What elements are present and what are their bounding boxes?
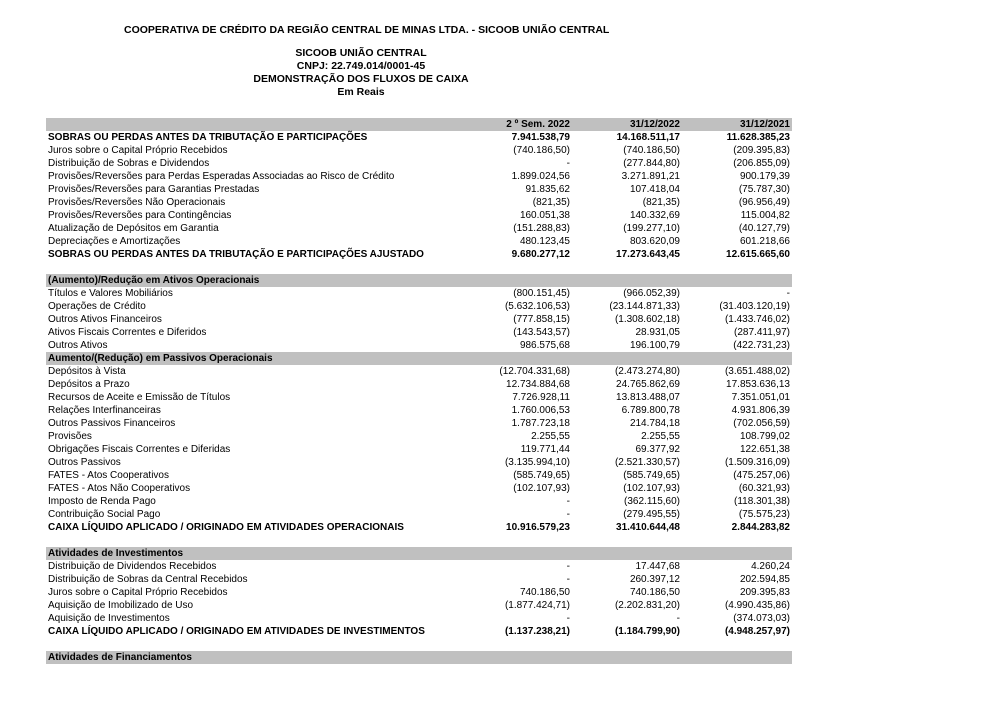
row-value: -	[566, 496, 570, 507]
spacer-row	[46, 261, 792, 274]
table-row	[46, 404, 792, 417]
row-value: (4.990.435,86)	[724, 600, 790, 611]
row-label: Provisões/Reversões para Perdas Esperadas Associadas ao Risco de Crédito	[48, 171, 395, 182]
cnpj: CNPJ: 22.749.014/0001-45	[296, 60, 426, 72]
row-value: (209.395,83)	[733, 145, 790, 156]
table-header-row	[46, 118, 792, 131]
column-header: 31/12/2022	[629, 119, 680, 130]
row-value: 1.899.024,56	[511, 171, 570, 182]
row-value: 1.787.723,18	[511, 418, 570, 429]
table-row	[46, 378, 792, 391]
row-label: Distribuição de Dividendos Recebidos	[48, 561, 217, 572]
row-label: Depósitos à Vista	[48, 366, 126, 377]
row-value: (75.787,30)	[738, 184, 790, 195]
row-value: (821,35)	[532, 197, 570, 208]
row-label: SOBRAS OU PERDAS ANTES DA TRIBUTAÇÃO E PARTICIPAÇÕES AJUSTADO	[48, 249, 424, 260]
table-row	[46, 365, 792, 378]
row-value: (60.321,93)	[738, 483, 790, 494]
table-row	[46, 560, 792, 573]
row-label: Provisões/Reversões Não Operacionais	[48, 197, 226, 208]
row-value: 107.418,04	[629, 184, 680, 195]
row-value: (777.858,15)	[513, 314, 570, 325]
row-value: (102.107,93)	[513, 483, 570, 494]
row-label: Depreciações e Amortizações	[48, 236, 181, 247]
row-value: 160.051,38	[519, 210, 570, 221]
row-value: (75.575,23)	[738, 509, 790, 520]
row-value: (1.433.746,02)	[724, 314, 790, 325]
row-label: Distribuição de Sobras e Dividendos	[48, 158, 210, 169]
table-row	[46, 235, 792, 248]
cash-flow-table	[46, 118, 792, 664]
row-label: Ativos Fiscais Correntes e Diferidos	[48, 327, 207, 338]
row-value: (143.543,57)	[513, 327, 570, 338]
table-row	[46, 430, 792, 443]
row-value: -	[566, 158, 570, 169]
row-value: 1.760.006,53	[511, 405, 570, 416]
row-value: 91.835,62	[525, 184, 570, 195]
total-row	[46, 625, 792, 638]
row-value: 28.931,05	[635, 327, 680, 338]
row-value: 122.651,38	[739, 444, 790, 455]
row-value: (96.956,49)	[738, 197, 790, 208]
row-value: (821,35)	[642, 197, 680, 208]
row-value: 17.447,68	[635, 561, 680, 572]
table-row	[46, 417, 792, 430]
row-value: -	[566, 561, 570, 572]
row-value: 3.271.891,21	[621, 171, 680, 182]
row-value: (23.144.871,33)	[609, 301, 680, 312]
table-row	[46, 300, 792, 313]
table-row	[46, 495, 792, 508]
table-row	[46, 469, 792, 482]
section-label: (Aumento)/Redução em Ativos Operacionais	[48, 275, 260, 286]
table-row	[46, 196, 792, 209]
row-value: (12.704.331,68)	[499, 366, 570, 377]
company-name: COOPERATIVA DE CRÉDITO DA REGIÃO CENTRAL DE MINAS LTDA. - SICOOB UNIÃO CENTRAL	[124, 24, 610, 36]
table-row	[46, 586, 792, 599]
row-value: -	[786, 288, 790, 299]
row-value: (2.202.831,20)	[614, 600, 680, 611]
table-row	[46, 313, 792, 326]
row-label: Relações Interfinanceiras	[48, 405, 161, 416]
row-value: -	[566, 613, 570, 624]
row-value: (1.184.799,90)	[614, 626, 680, 637]
row-value: (1.137.238,21)	[504, 626, 570, 637]
table-row	[46, 612, 792, 625]
table-row	[46, 573, 792, 586]
row-value: (966.052,39)	[623, 288, 680, 299]
row-label: CAIXA LÍQUIDO APLICADO / ORIGINADO EM ATIVIDADES OPERACIONAIS	[48, 522, 404, 533]
row-value: 2.255,55	[641, 431, 680, 442]
row-value: 740.186,50	[519, 587, 570, 598]
row-value: (279.495,55)	[623, 509, 680, 520]
row-label: Obrigações Fiscais Correntes e Diferidas	[48, 444, 231, 455]
row-label: Outros Passivos	[48, 457, 121, 468]
section-label: Atividades de Financiamentos	[48, 652, 192, 663]
row-value: (151.288,83)	[513, 223, 570, 234]
row-value: (4.948.257,97)	[724, 626, 790, 637]
row-label: CAIXA LÍQUIDO APLICADO / ORIGINADO EM ATIVIDADES DE INVESTIMENTOS	[48, 626, 425, 637]
row-value: 7.351.051,01	[731, 392, 790, 403]
table-row	[46, 391, 792, 404]
row-value: (585.749,65)	[623, 470, 680, 481]
row-value: (475.257,06)	[733, 470, 790, 481]
row-value: 119.771,44	[520, 444, 570, 455]
row-label: Atualização de Depósitos em Garantia	[48, 223, 219, 234]
row-label: Provisões/Reversões para Garantias Prestadas	[48, 184, 260, 195]
section-header-row	[46, 352, 792, 365]
row-value: (3.651.488,02)	[724, 366, 790, 377]
row-label: Outros Ativos	[48, 340, 108, 351]
row-label: Aquisição de Imobilizado de Uso	[48, 600, 194, 611]
section-label: Aumento/(Redução) em Passivos Operacionais	[48, 353, 273, 364]
row-label: Aquisição de Investimentos	[48, 613, 170, 624]
row-value: 10.916.579,23	[506, 522, 570, 533]
row-label: FATES - Atos Não Cooperativos	[48, 483, 191, 494]
statement-title: DEMONSTRAÇÃO DOS FLUXOS DE CAIXA	[253, 73, 469, 85]
row-value: (5.632.106,53)	[504, 301, 570, 312]
row-label: Outros Ativos Financeiros	[48, 314, 162, 325]
row-value: (2.473.274,80)	[614, 366, 680, 377]
header-blank	[46, 118, 468, 131]
row-value: 260.397,12	[629, 574, 680, 585]
row-value: 480.123,45	[519, 236, 570, 247]
row-value: (1.509.316,09)	[724, 457, 790, 468]
entity-name: SICOOB UNIÃO CENTRAL	[295, 47, 427, 59]
row-value: 4.931.806,39	[731, 405, 790, 416]
row-value: 6.789.800,78	[621, 405, 680, 416]
row-label: Títulos e Valores Mobiliários	[48, 288, 173, 299]
column-header: 31/12/2021	[739, 119, 790, 130]
row-label: Distribuição de Sobras da Central Recebidos	[48, 574, 248, 585]
spacer-row	[46, 638, 792, 651]
row-value: (118.301,38)	[734, 496, 790, 507]
row-value: 17.853.636,13	[726, 379, 790, 390]
row-label: SOBRAS OU PERDAS ANTES DA TRIBUTAÇÃO E PARTICIPAÇÕES	[48, 132, 368, 143]
row-value: 209.395,83	[739, 587, 790, 598]
row-value: 11.628.385,23	[726, 132, 790, 143]
row-value: 31.410.644,48	[616, 522, 680, 533]
row-value: 2.844.283,82	[731, 522, 790, 533]
table-row	[46, 326, 792, 339]
row-value: (585.749,65)	[513, 470, 570, 481]
row-value: (740.186,50)	[623, 145, 680, 156]
currency-unit: Em Reais	[337, 86, 385, 98]
row-value: 9.680.277,12	[511, 249, 570, 260]
table-row	[46, 599, 792, 612]
row-value: 24.765.862,69	[616, 379, 680, 390]
row-value: -	[566, 574, 570, 585]
row-value: 17.273.643,45	[616, 249, 680, 260]
column-header: 2 º Sem. 2022	[506, 119, 570, 130]
section-header-row	[46, 274, 792, 287]
row-value: (374.073,03)	[733, 613, 790, 624]
row-value: (1.308.602,18)	[614, 314, 680, 325]
table-row	[46, 443, 792, 456]
row-value: 140.332,69	[629, 210, 680, 221]
row-value: 601.218,66	[739, 236, 790, 247]
row-value: 69.377,92	[635, 444, 680, 455]
total-row	[46, 131, 792, 144]
row-value: (31.403.120,19)	[719, 301, 790, 312]
row-label: Provisões/Reversões para Contingências	[48, 210, 232, 221]
row-label: Contribuição Social Pago	[48, 509, 161, 520]
table-row	[46, 339, 792, 352]
row-label: Imposto de Renda Pago	[48, 496, 156, 507]
row-value: -	[566, 509, 570, 520]
table-row	[46, 222, 792, 235]
total-row	[46, 521, 792, 534]
table-row	[46, 456, 792, 469]
row-value: (800.151,45)	[513, 288, 570, 299]
row-value: 214.784,18	[629, 418, 680, 429]
row-label: Juros sobre o Capital Próprio Recebidos	[48, 587, 228, 598]
row-value: (3.135.994,10)	[504, 457, 570, 468]
row-label: Provisões	[48, 431, 92, 442]
row-value: (702.056,59)	[733, 418, 790, 429]
section-label: Atividades de Investimentos	[48, 548, 184, 559]
table-row	[46, 287, 792, 300]
table-row	[46, 144, 792, 157]
row-value: (287.411,97)	[734, 327, 790, 338]
row-value: 13.813.488,07	[616, 392, 680, 403]
row-value: 202.594,85	[739, 574, 790, 585]
row-value: 900.179,39	[739, 171, 790, 182]
row-value: 115.004,82	[740, 210, 790, 221]
document-header	[220, 47, 502, 99]
row-value: 4.260,24	[751, 561, 790, 572]
row-value: 803.620,09	[629, 236, 680, 247]
row-label: Juros sobre o Capital Próprio Recebidos	[48, 145, 228, 156]
section-header-row	[46, 651, 792, 664]
row-value: (206.855,09)	[733, 158, 790, 169]
table-row	[46, 508, 792, 521]
row-value: 986.575,68	[519, 340, 570, 351]
row-value: (740.186,50)	[513, 145, 570, 156]
table-row	[46, 170, 792, 183]
table-row	[46, 482, 792, 495]
row-label: FATES - Atos Cooperativos	[48, 470, 169, 481]
total-row	[46, 248, 792, 261]
row-value: 7.941.538,79	[511, 132, 570, 143]
row-label: Recursos de Aceite e Emissão de Títulos	[48, 392, 231, 403]
row-value: (40.127,79)	[738, 223, 790, 234]
row-value: 108.799,02	[739, 431, 790, 442]
table-row	[46, 209, 792, 222]
row-value: (277.844,80)	[623, 158, 680, 169]
row-label: Operações de Crédito	[48, 301, 146, 312]
row-value: 12.734.884,68	[506, 379, 570, 390]
row-value: (362.115,60)	[624, 496, 680, 507]
row-value: (422.731,23)	[733, 340, 790, 351]
row-value: (1.877.424,71)	[504, 600, 570, 611]
table-row	[46, 157, 792, 170]
spacer-row	[46, 534, 792, 547]
row-value: 196.100,79	[629, 340, 680, 351]
row-label: Outros Passivos Financeiros	[48, 418, 176, 429]
row-value: -	[676, 613, 680, 624]
row-value: (199.277,10)	[623, 223, 680, 234]
row-value: 740.186,50	[629, 587, 680, 598]
section-header-row	[46, 547, 792, 560]
row-label: Depósitos a Prazo	[48, 379, 130, 390]
row-value: 14.168.511,17	[616, 132, 680, 143]
row-value: (2.521.330,57)	[614, 457, 680, 468]
row-value: 7.726.928,11	[512, 392, 570, 403]
row-value: (102.107,93)	[623, 483, 680, 494]
table-row	[46, 183, 792, 196]
row-value: 12.615.665,60	[726, 249, 790, 260]
row-value: 2.255,55	[531, 431, 570, 442]
